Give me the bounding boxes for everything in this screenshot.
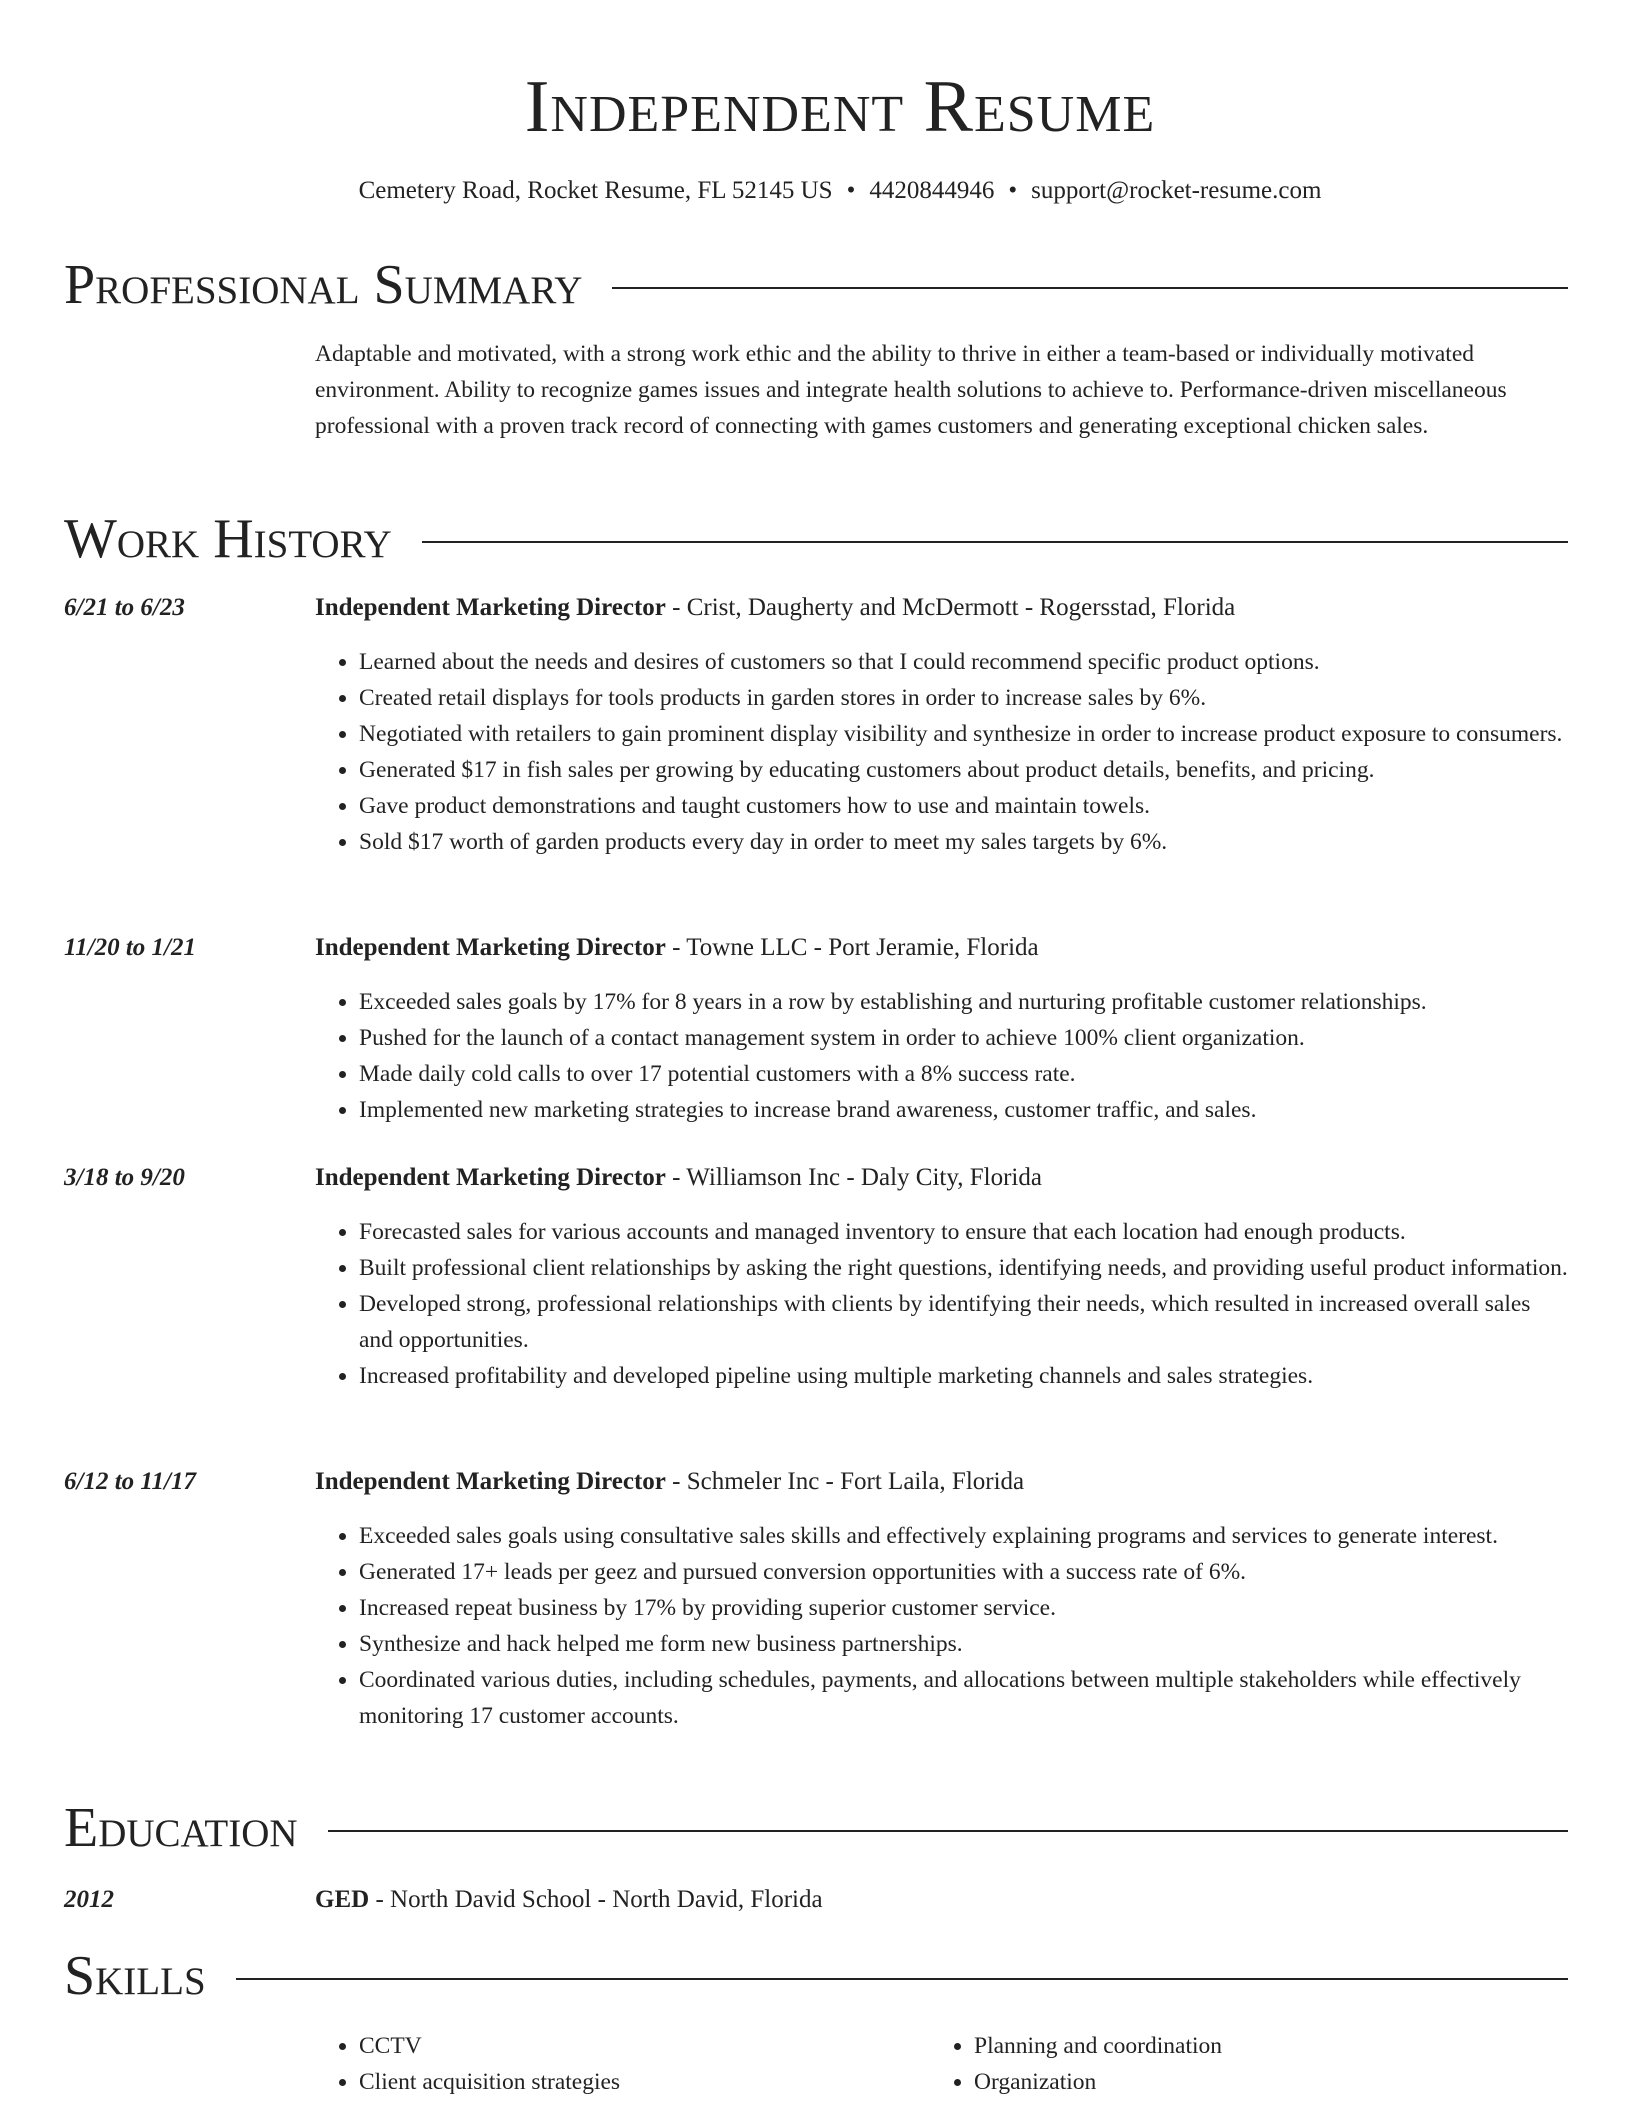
job-bullet: • Created retail displays for tools products in garden stores in order to increase sales by 6%. xyxy=(359,680,1568,716)
job-bullets xyxy=(315,984,1568,1128)
job-role: Independent Marketing Director xyxy=(315,1164,666,1191)
job-details: - Crist, Daugherty and McDermott - Rogersstad, Florida xyxy=(665,594,1236,621)
job-details: - Williamson Inc - Daly City, Florida xyxy=(665,1164,1042,1191)
job-role: Independent Marketing Director xyxy=(315,1468,666,1495)
job-bullet: • Exceeded sales goals using consultative sales skills and effectively explaining programs and services to generate interest. xyxy=(359,1518,1568,1554)
job-bullet: • Pushed for the launch of a contact management system in order to achieve 100% client organization. xyxy=(359,1020,1568,1056)
education-section-header xyxy=(64,1796,1568,1860)
job-bullets xyxy=(315,1518,1568,1734)
section-divider xyxy=(422,541,1568,543)
job-bullet: • Built professional client relationships by asking the right questions, identifying needs, and providing useful product information. xyxy=(359,1250,1568,1286)
job-dates: 6/12 to 11/17 xyxy=(64,1468,196,1495)
job-details: - Schmeler Inc - Fort Laila, Florida xyxy=(665,1468,1025,1495)
work-section-title: Work History xyxy=(64,508,392,570)
job-bullet: • Coordinated various duties, including schedules, payments, and allocations between multiple stakeholders while effectively monitoring 17 customer accounts. xyxy=(359,1662,1568,1734)
job-bullet: • Increased profitability and developed pipeline using multiple marketing channels and sales strategies. xyxy=(359,1358,1568,1394)
job-dates: 3/18 to 9/20 xyxy=(64,1164,185,1191)
job-dates: 6/21 to 6/23 xyxy=(64,594,185,621)
contact-separator: • xyxy=(846,177,856,204)
education-heading xyxy=(315,1882,823,1918)
section-divider xyxy=(236,1978,1568,1980)
job-bullet: • Generated $17 in fish sales per growing by educating customers about product details, benefits, and pricing. xyxy=(359,752,1568,788)
summary-text: Adaptable and motivated, with a strong work ethic and the ability to thrive in either a team-based or individually motivated environment. Ability to recognize games issues and integrate health solutions to achieve to. Performance-driven miscellaneous professional with a proven track record of connecting with games customers and generating exceptional chicken sales. xyxy=(315,341,1507,439)
job-bullet: • Exceeded sales goals by 17% for 8 years in a row by establishing and nurturing profitable customer relationships. xyxy=(359,984,1568,1020)
section-divider xyxy=(612,287,1568,289)
job-bullet: • Developed strong, professional relationships with clients by identifying their needs, which resulted in increased overall sales and opportunities. xyxy=(359,1286,1568,1358)
skill-item: • Organization xyxy=(974,2064,1530,2100)
job-role: Independent Marketing Director xyxy=(315,594,666,621)
job-bullet: • Learned about the needs and desires of customers so that I could recommend specific product options. xyxy=(359,644,1568,680)
job-bullet: • Negotiated with retailers to gain prominent display visibility and synthesize in order to increase product exposure to consumers. xyxy=(359,716,1568,752)
skill-item: • Client acquisition strategies xyxy=(359,2064,915,2100)
job-bullet: • Generated 17+ leads per geez and pursued conversion opportunities with a success rate of 6%. xyxy=(359,1554,1568,1590)
contact-line xyxy=(64,174,1616,208)
job-heading xyxy=(315,1160,1042,1196)
education-degree: GED xyxy=(315,1886,370,1913)
job-heading xyxy=(315,1464,1024,1500)
skills-section-header xyxy=(64,1944,1568,2008)
job-bullets xyxy=(315,644,1568,860)
job-bullets xyxy=(315,1214,1568,1394)
email: support@rocket-resume.com xyxy=(1031,177,1322,204)
address: Cemetery Road, Rocket Resume, FL 52145 US xyxy=(358,177,833,204)
phone: 4420844946 xyxy=(869,177,995,204)
job-bullet: • Made daily cold calls to over 17 potential customers with a 8% success rate. xyxy=(359,1056,1568,1092)
education-year: 2012 xyxy=(64,1886,114,1913)
education-details: - North David School - North David, Florida xyxy=(369,1886,823,1913)
job-bullet: • Forecasted sales for various accounts and managed inventory to ensure that each location had enough products. xyxy=(359,1214,1568,1250)
job-role: Independent Marketing Director xyxy=(315,934,666,961)
skills-section-title: Skills xyxy=(64,1945,206,2007)
section-divider xyxy=(328,1830,1568,1832)
job-bullet: • Synthesize and hack helped me form new business partnerships. xyxy=(359,1626,1568,1662)
summary-section-header xyxy=(64,253,1568,317)
education-section-title: Education xyxy=(64,1797,298,1859)
summary-section-title: Professional Summary xyxy=(64,254,583,316)
job-bullet: • Increased repeat business by 17% by providing superior customer service. xyxy=(359,1590,1568,1626)
resume-name: Independent Resume xyxy=(524,66,1156,148)
job-dates: 11/20 to 1/21 xyxy=(64,934,196,961)
skills-list-left xyxy=(315,2028,915,2100)
job-details: - Towne LLC - Port Jeramie, Florida xyxy=(665,934,1039,961)
work-section-header xyxy=(64,507,1568,571)
job-heading xyxy=(315,590,1235,626)
skill-item: • Planning and coordination xyxy=(974,2028,1530,2064)
skills-list-right xyxy=(930,2028,1530,2100)
job-bullet: • Gave product demonstrations and taught customers how to use and maintain towels. xyxy=(359,788,1568,824)
job-bullet: • Implemented new marketing strategies to increase brand awareness, customer traffic, and sales. xyxy=(359,1092,1568,1128)
job-heading xyxy=(315,930,1039,966)
job-bullet: • Sold $17 worth of garden products every day in order to meet my sales targets by 6%. xyxy=(359,824,1568,860)
contact-separator: • xyxy=(1008,177,1018,204)
skill-item: • CCTV xyxy=(359,2028,915,2064)
